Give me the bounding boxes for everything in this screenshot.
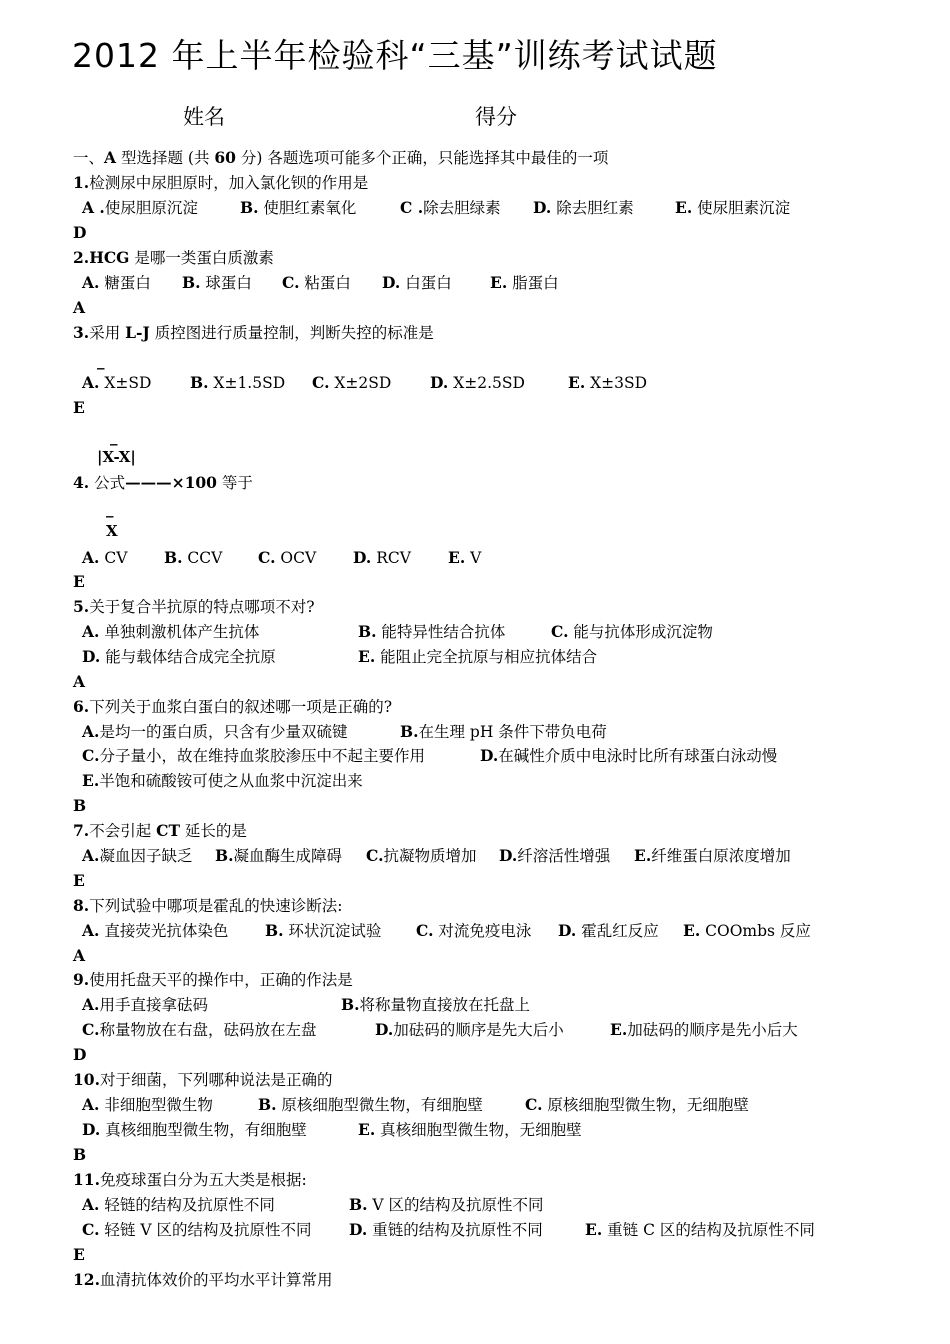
option-key: E. — [675, 198, 693, 217]
option-text: 能与抗体形成沉淀物 — [568, 623, 713, 641]
option-text: CV — [99, 549, 128, 567]
option-key: D. — [82, 647, 101, 666]
question-stem — [73, 597, 315, 617]
question-stem — [73, 896, 342, 916]
stem-text-2: 延长的是 — [180, 822, 247, 840]
option-key: D. — [382, 273, 401, 292]
answer-option — [82, 373, 151, 393]
question-number: 2. — [73, 248, 90, 267]
answer-option — [82, 647, 276, 667]
answer-option — [683, 921, 811, 941]
answer-option — [358, 647, 597, 667]
option-text: 重链的结构及抗原性不同 — [367, 1221, 543, 1239]
answer-key: B — [73, 1145, 87, 1164]
answer-option — [358, 1120, 582, 1140]
option-key: D. — [430, 373, 449, 392]
option-key: E. — [683, 921, 701, 940]
answer-key: B — [73, 796, 87, 815]
question-number: 6. — [73, 697, 90, 716]
answer-option — [258, 548, 316, 568]
question-number: 12. — [73, 1270, 100, 1289]
option-text: 加砝码的顺序是先小后大 — [627, 1021, 798, 1039]
question-stem — [73, 970, 353, 990]
section-text: 型选择题 (共 — [116, 149, 215, 167]
overbar-mark: _ — [97, 352, 105, 370]
option-key: E. — [634, 846, 652, 865]
option-key: C . — [400, 198, 424, 217]
option-key: A. — [82, 921, 100, 940]
option-text: X±SD — [99, 374, 152, 392]
option-text: 是均一的蛋白质，只含有少量双硫键 — [99, 723, 348, 741]
answer-option — [82, 921, 228, 941]
option-key: A. — [82, 722, 100, 741]
answer-option — [82, 1095, 213, 1115]
question-stem — [73, 173, 368, 193]
option-text: 单独刺激机体产生抗体 — [99, 623, 260, 641]
option-key: A . — [82, 198, 105, 217]
option-key: B. — [341, 995, 360, 1014]
answer-key: E — [73, 398, 85, 417]
stem-text: 对于细菌，下列哪种说法是正确的 — [99, 1071, 333, 1089]
question-number: 8. — [73, 896, 90, 915]
answer-option — [82, 1020, 316, 1040]
question-stem — [73, 1270, 332, 1290]
answer-option — [634, 846, 791, 866]
option-text: 用手直接拿砝码 — [99, 996, 208, 1014]
stem-text: 血清抗体效价的平均水平计算常用 — [99, 1271, 333, 1289]
option-text: 对流免疫电泳 — [433, 922, 532, 940]
option-key: E. — [610, 1020, 628, 1039]
option-text: 称量物放在右盘，砝码放在左盘 — [99, 1021, 317, 1039]
option-text: 环状沉淀试验 — [283, 922, 382, 940]
option-text: 重链 C 区的结构及抗原性不同 — [602, 1221, 815, 1239]
option-key: C. — [366, 846, 384, 865]
question-number: 9. — [73, 970, 90, 989]
option-text: X±1.5SD — [208, 374, 286, 392]
option-text: V — [465, 549, 482, 567]
answer-option — [610, 1020, 798, 1040]
question-number: 7. — [73, 821, 90, 840]
option-text: 在碱性介质中电泳时比所有球蛋白泳动慢 — [498, 747, 778, 765]
answer-option — [585, 1220, 815, 1240]
answer-option — [82, 198, 198, 218]
option-text: 直接荧光抗体染色 — [99, 922, 229, 940]
stem-text: 不会引起 — [89, 822, 157, 840]
option-key: B. — [400, 722, 419, 741]
option-text: COOmbs 反应 — [700, 922, 811, 940]
answer-option — [82, 622, 259, 642]
answer-key: E — [73, 871, 85, 890]
answer-option — [400, 722, 607, 742]
answer-option — [82, 1195, 275, 1215]
option-text: 纤溶活性增强 — [517, 847, 611, 865]
score-label: 得分 — [475, 105, 517, 129]
answer-option — [82, 846, 192, 866]
question-stem — [73, 1170, 307, 1190]
option-text: 能阻止完全抗原与相应抗体结合 — [375, 648, 598, 666]
answer-option — [480, 746, 777, 766]
overbar-mark: _ — [110, 428, 118, 446]
question-number: 10. — [73, 1070, 100, 1089]
option-key: D. — [375, 1020, 394, 1039]
option-text: 糖蛋白 — [99, 274, 151, 292]
option-text: 粘蛋白 — [299, 274, 351, 292]
answer-option — [349, 1195, 544, 1215]
answer-option — [568, 373, 647, 393]
option-key: A. — [82, 622, 100, 641]
option-key: C. — [282, 273, 300, 292]
option-key: E. — [358, 1120, 376, 1139]
stem-text: 关于复合半抗原的特点哪项不对? — [89, 598, 315, 616]
answer-key: E — [73, 1245, 85, 1264]
option-text: 除去胆绿素 — [423, 199, 501, 217]
answer-option — [358, 622, 505, 642]
answer-option — [82, 1120, 307, 1140]
option-key: C. — [312, 373, 330, 392]
answer-option — [375, 1020, 564, 1040]
question-number: 11. — [73, 1170, 100, 1189]
question-number: 5. — [73, 597, 90, 616]
option-text: RCV — [371, 549, 411, 567]
answer-option — [558, 921, 659, 941]
answer-key: A — [73, 946, 86, 965]
overbar-mark: _ — [106, 500, 114, 518]
stem-bold: CT — [156, 821, 180, 840]
option-text: 分子量小，故在维持血浆胶渗压中不起主要作用 — [99, 747, 425, 765]
stem-text: 采用 — [89, 324, 126, 342]
formula-denominator: X — [106, 522, 118, 540]
page-title: 2012 年上半年检验科“三基”训练考试试题 — [72, 36, 718, 75]
question-number: 1. — [73, 173, 90, 192]
answer-option — [312, 373, 391, 393]
answer-option — [382, 273, 452, 293]
option-text: 真核细胞型微生物，有细胞壁 — [100, 1121, 307, 1139]
answer-option — [82, 548, 127, 568]
option-text: 能与载体结合成完全抗原 — [100, 648, 276, 666]
option-text: 加砝码的顺序是先大后小 — [393, 1021, 564, 1039]
stem-text: 免疫球蛋白分为五大类是根据: — [99, 1171, 307, 1189]
option-text: X±2.5SD — [448, 374, 525, 392]
question-stem — [73, 697, 392, 717]
option-key: A. — [82, 273, 100, 292]
answer-option — [490, 273, 559, 293]
answer-option — [164, 548, 222, 568]
option-key: A. — [82, 1195, 100, 1214]
option-key: B. — [358, 622, 377, 641]
section-number: 一、 — [73, 149, 105, 167]
option-key: D. — [82, 1120, 101, 1139]
question-stem — [73, 1070, 332, 1090]
option-key: E. — [568, 373, 586, 392]
option-text: 轻链的结构及抗原性不同 — [99, 1196, 275, 1214]
option-text: 纤维蛋白原浓度增加 — [651, 847, 791, 865]
option-key: E. — [448, 548, 466, 567]
option-text: 使尿胆原沉淀 — [104, 199, 198, 217]
option-key: A. — [82, 373, 100, 392]
stem-text: 是哪一类蛋白质激素 — [129, 249, 274, 267]
answer-option — [430, 373, 525, 393]
stem-text: 检测尿中尿胆原时，加入氯化钡的作用是 — [89, 174, 369, 192]
answer-option — [400, 198, 501, 218]
option-text: 抗凝物质增加 — [383, 847, 477, 865]
option-text: 凝血酶生成障碍 — [233, 847, 343, 865]
option-key: B. — [190, 373, 209, 392]
stem-bold: HCG — [89, 248, 130, 267]
option-key: C. — [258, 548, 276, 567]
option-text: 脂蛋白 — [507, 274, 559, 292]
option-text: 除去胆红素 — [551, 199, 634, 217]
formula-fraction-bar: ———×100 — [125, 473, 217, 492]
option-key: E. — [82, 771, 100, 790]
option-text: X±2SD — [329, 374, 392, 392]
answer-option — [675, 198, 790, 218]
answer-option — [533, 198, 634, 218]
option-key: D. — [499, 846, 518, 865]
answer-option — [82, 995, 208, 1015]
option-text: 将称量物直接放在托盘上 — [359, 996, 531, 1014]
option-key: D. — [349, 1220, 368, 1239]
option-key: D. — [533, 198, 552, 217]
option-key: B. — [164, 548, 183, 567]
option-text: V 区的结构及抗原性不同 — [367, 1196, 544, 1214]
answer-option — [240, 198, 356, 218]
option-key: B. — [182, 273, 201, 292]
answer-option — [182, 273, 252, 293]
answer-option — [82, 722, 347, 742]
question-stem — [73, 473, 253, 493]
option-key: D. — [353, 548, 372, 567]
stem-bold: L-J — [125, 323, 150, 342]
answer-option — [82, 273, 151, 293]
section-points: 60 — [214, 148, 236, 167]
option-text: 半饱和硫酸铵可使之从血浆中沉淀出来 — [99, 772, 363, 790]
answer-option — [551, 622, 713, 642]
answer-option — [525, 1095, 749, 1115]
option-text: 使尿胆素沉淀 — [692, 199, 791, 217]
answer-option — [341, 995, 530, 1015]
question-stem — [73, 248, 274, 268]
option-text: 非细胞型微生物 — [99, 1096, 213, 1114]
option-key: A. — [82, 1095, 100, 1114]
option-key: B. — [265, 921, 284, 940]
option-key: B. — [258, 1095, 277, 1114]
answer-option — [349, 1220, 543, 1240]
stem-text: 公式 — [89, 474, 126, 492]
question-stem — [73, 821, 247, 841]
option-key: E. — [490, 273, 508, 292]
answer-option — [82, 771, 363, 791]
option-key: E. — [585, 1220, 603, 1239]
option-key: C. — [551, 622, 569, 641]
option-text: 在生理 pH 条件下带负电荷 — [418, 723, 607, 741]
option-key: C. — [82, 1220, 100, 1239]
option-text: X±3SD — [585, 374, 648, 392]
section-type: A — [104, 148, 117, 167]
question-number: 4. — [73, 473, 90, 492]
formula-numerator: |X-X| — [97, 448, 136, 466]
option-text: 球蛋白 — [200, 274, 252, 292]
answer-option — [265, 921, 381, 941]
stem-text: 下列关于血浆白蛋白的叙述哪一项是正确的? — [89, 698, 392, 716]
option-text: 使胆红素氧化 — [258, 199, 357, 217]
option-text: 轻链 V 区的结构及抗原性不同 — [99, 1221, 312, 1239]
option-key: D. — [480, 746, 499, 765]
option-text: 白蛋白 — [400, 274, 452, 292]
answer-option — [215, 846, 342, 866]
option-key: B. — [349, 1195, 368, 1214]
option-key: A. — [82, 846, 100, 865]
section-text-2: 分) 各题选项可能多个正确，只能选择其中最佳的一项 — [235, 149, 609, 167]
name-label: 姓名 — [183, 105, 225, 129]
option-key: C. — [82, 746, 100, 765]
answer-option — [448, 548, 481, 568]
answer-key: D — [73, 1045, 87, 1064]
option-text: 能特异性结合抗体 — [376, 623, 506, 641]
option-key: C. — [416, 921, 434, 940]
option-key: C. — [525, 1095, 543, 1114]
answer-option — [82, 1220, 311, 1240]
stem-text-2: 等于 — [216, 474, 253, 492]
answer-option — [366, 846, 476, 866]
answer-option — [258, 1095, 483, 1115]
answer-key: A — [73, 672, 86, 691]
stem-text: 下列试验中哪项是霍乱的快速诊断法: — [89, 897, 343, 915]
option-key: B. — [240, 198, 259, 217]
option-text: CCV — [182, 549, 223, 567]
answer-option — [82, 746, 425, 766]
option-key: E. — [358, 647, 376, 666]
answer-option — [499, 846, 610, 866]
answer-key: D — [73, 223, 87, 242]
answer-key: E — [73, 572, 85, 591]
answer-key: A — [73, 298, 86, 317]
option-key: A. — [82, 548, 100, 567]
answer-option — [416, 921, 531, 941]
option-key: A. — [82, 995, 100, 1014]
answer-option — [353, 548, 411, 568]
option-text: 原核细胞型微生物，有细胞壁 — [276, 1096, 483, 1114]
question-stem — [73, 323, 434, 343]
answer-option — [190, 373, 285, 393]
section-heading — [73, 148, 608, 168]
stem-text-2: 质控图进行质量控制，判断失控的标准是 — [149, 324, 434, 342]
answer-option — [282, 273, 351, 293]
stem-text: 使用托盘天平的操作中，正确的作法是 — [89, 971, 353, 989]
option-text: 霍乱红反应 — [576, 922, 659, 940]
option-text: 凝血因子缺乏 — [99, 847, 193, 865]
option-text: 原核细胞型微生物，无细胞壁 — [542, 1096, 749, 1114]
question-number: 3. — [73, 323, 90, 342]
option-key: B. — [215, 846, 234, 865]
option-text: OCV — [275, 549, 317, 567]
option-text: 真核细胞型微生物，无细胞壁 — [375, 1121, 582, 1139]
option-key: D. — [558, 921, 577, 940]
option-key: C. — [82, 1020, 100, 1039]
